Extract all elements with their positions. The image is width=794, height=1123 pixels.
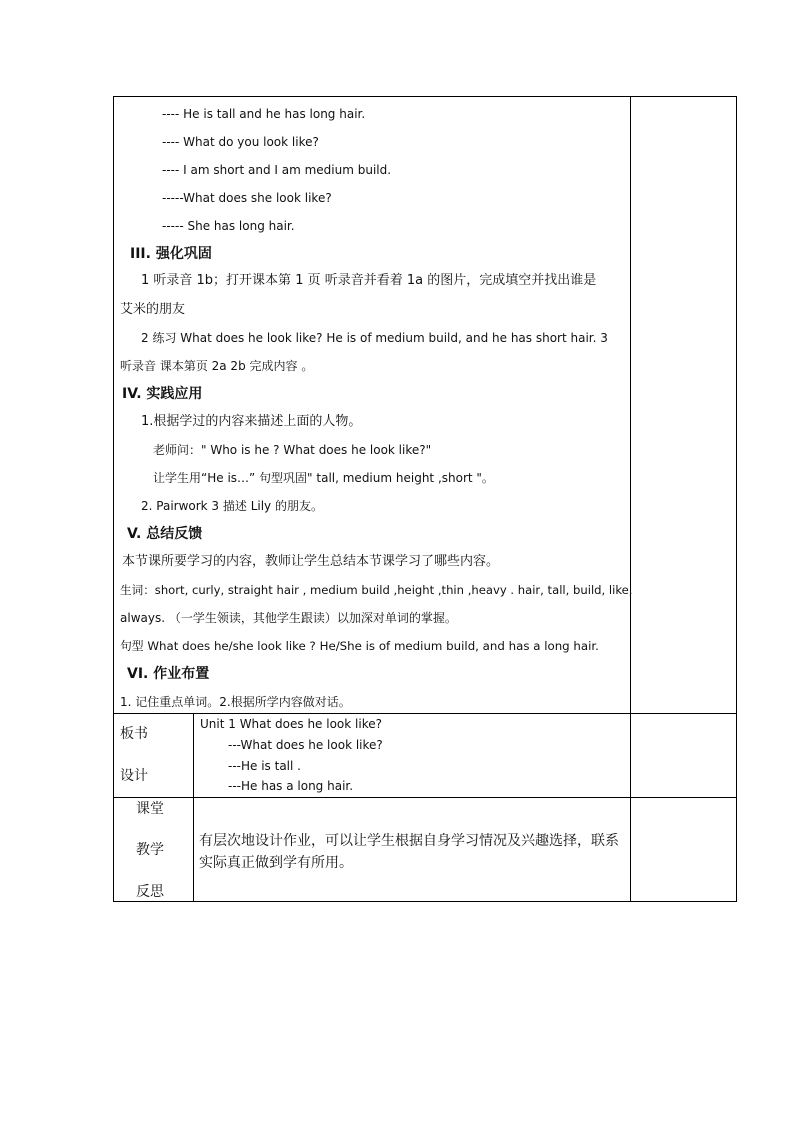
table-inner-divider (630, 96, 631, 902)
dialogue-line: ----- She has long hair. (162, 219, 295, 233)
board-line: ---He is tall . (228, 759, 301, 773)
board-label: 板书 (120, 726, 148, 742)
dialogue-line: ---- I am short and I am medium build. (162, 163, 392, 177)
board-label: 设计 (120, 768, 148, 784)
section4-item2: 2. Pairwork 3 描述 Lily 的朋友。 (141, 499, 323, 513)
row-divider-board (113, 713, 737, 714)
section4-student-answer: 让学生用“He is…” 句型巩固" tall, medium height ,short "。 (153, 471, 494, 485)
section4-item1: 1.根据学过的内容来描述上面的人物。 (141, 414, 362, 429)
section3-item1-line1: 1 听录音 1b；打开课本第 1 页 听录音并看着 1a 的图片，完成填空并找出谁是 (141, 273, 597, 288)
section5-summary: 本节课所要学习的内容，教师让学生总结本节课学习了哪些内容。 (122, 554, 500, 569)
board-line: Unit 1 What does he look like? (200, 717, 382, 731)
section5-vocab-line1: 生词：short, curly, straight hair , medium build ,height ,thin ,heavy . hair, tall, build, like, (120, 583, 633, 597)
section3-item1-line2: 艾米的朋友 (120, 302, 186, 317)
dialogue-line: ---- What do you look like? (162, 135, 319, 149)
section-heading: III. 强化巩固 (130, 246, 212, 262)
dialogue-line: ---- He is tall and he has long hair. (162, 107, 366, 121)
section-heading: VI. 作业布置 (127, 666, 210, 682)
board-line: ---What does he look like? (228, 738, 383, 752)
section3-item2-line2: 听录音 课本第页 2a 2b 完成内容 。 (120, 359, 314, 373)
reflection-label: 课堂 (136, 801, 164, 817)
table-bottom-border (113, 901, 737, 902)
reflection-label: 反思 (136, 884, 164, 900)
board-line: ---He has a long hair. (228, 779, 354, 793)
section3-item2-line1: 2 练习 What does he look like? He is of medium build, and he has short hair. 3 (141, 331, 608, 345)
section-heading: IV. 实践应用 (122, 386, 203, 402)
section5-vocab-line2: always. （一学生领读，其他学生跟读）以加深对单词的掌握。 (120, 611, 457, 625)
reflection-label: 教学 (136, 842, 164, 858)
label-column-divider (193, 713, 194, 902)
reflection-text: 有层次地设计作业，可以让学生根据自身学习情况及兴趣选择，联系实际真正做到学有所用。 (199, 833, 619, 871)
section4-teacher-question: 老师问：" Who is he ? What does he look like?" (153, 443, 432, 457)
section6-homework: 1. 记住重点单词。2.根据所学内容做对话。 (120, 695, 351, 709)
table-left-border (113, 96, 114, 902)
table-top-border (113, 96, 737, 97)
section-heading: V. 总结反馈 (127, 526, 203, 542)
table-right-border (736, 96, 737, 902)
section5-sentence-pattern: 句型 What does he/she look like ? He/She is of medium build, and has a long hair. (120, 639, 599, 653)
dialogue-line: -----What does she look like? (162, 191, 332, 205)
row-divider-reflection (113, 797, 737, 798)
